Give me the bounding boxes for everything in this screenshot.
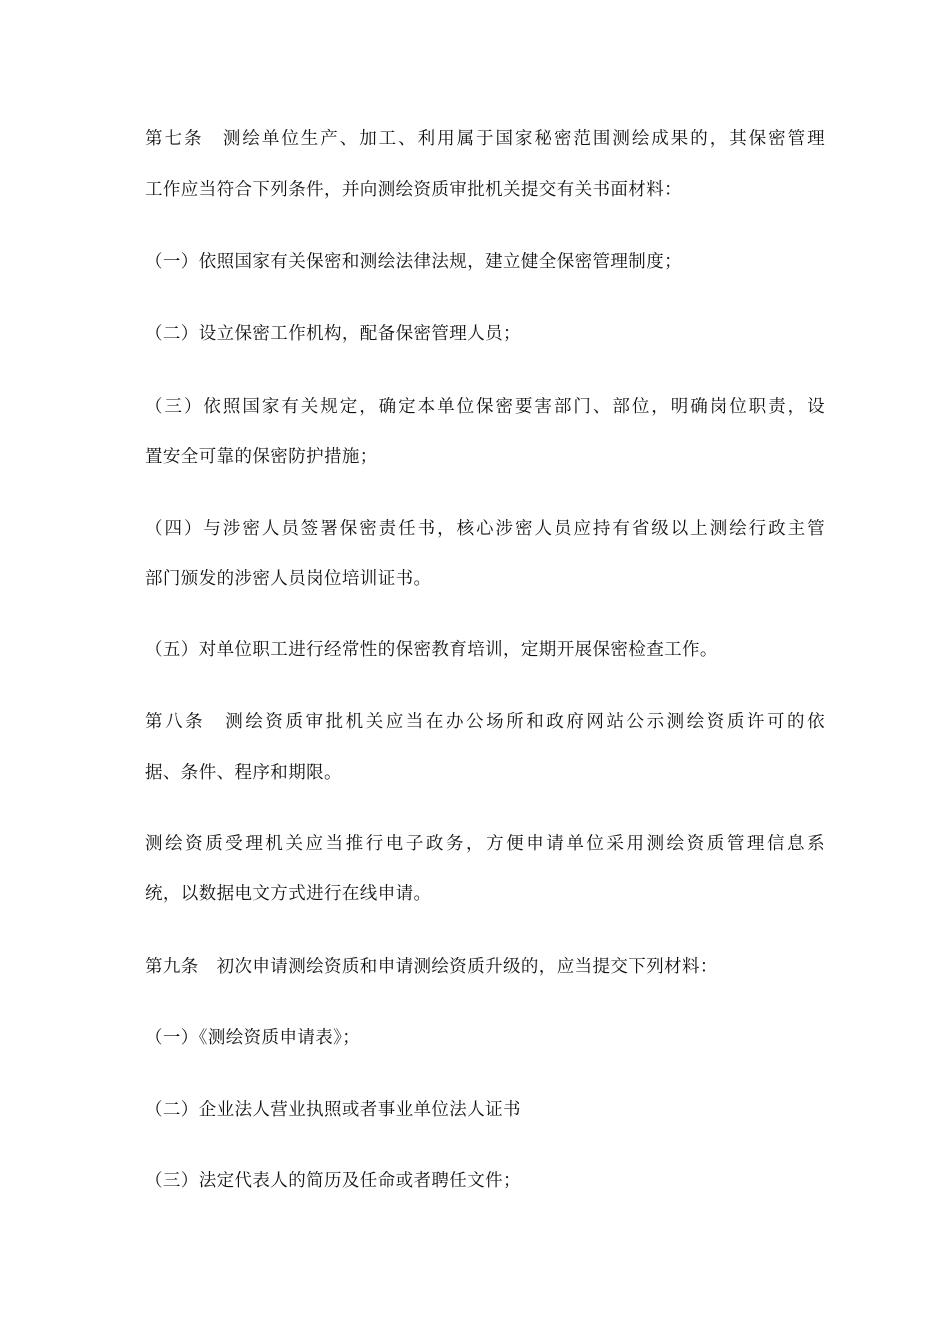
article-9-item-1: （一）《测绘资质申请表》； [145,1028,361,1048]
article-8-line-1: 第八条 测绘资质审批机关应当在办公场所和政府网站公示测绘资质许可的依 [145,712,825,732]
clause-5: （五）对单位职工进行经常性的保密教育培训，定期开展保密检查工作。 [145,640,718,660]
article-8-line-2: 据、条件、程序和期限。 [145,763,342,783]
article-9-item-3: （三）法定代表人的简历及任命或者聘任文件； [145,1171,521,1191]
clause-3-line-1: （三）依照国家有关规定，确定本单位保密要害部门、部位，明确岗位职责，设 [145,397,825,417]
article-9-item-2: （二）企业法人营业执照或者事业单位法人证书 [145,1100,521,1120]
clause-4-line-2: 部门颁发的涉密人员岗位培训证书。 [145,569,432,589]
article-8-para-2-line-2: 统，以数据电文方式进行在线申请。 [145,884,432,904]
article-8-para-2-line-1: 测绘资质受理机关应当推行电子政务，方便申请单位采用测绘资质管理信息系 [145,834,825,854]
article-7-line-2: 工作应当符合下列条件，并向测绘资质审批机关提交有关书面材料： [145,180,682,200]
clause-2: （二）设立保密工作机构，配备保密管理人员； [145,324,521,344]
article-9: 第九条 初次申请测绘资质和申请测绘资质升级的，应当提交下列材料： [145,957,718,977]
clause-3-line-2: 置安全可靠的保密防护措施； [145,447,378,467]
clause-1: （一）依照国家有关保密和测绘法律法规，建立健全保密管理制度； [145,252,682,272]
clause-4-line-1: （四）与涉密人员签署保密责任书，核心涉密人员应持有省级以上测绘行政主管 [145,519,825,539]
article-7-line-1: 第七条 测绘单位生产、加工、利用属于国家秘密范围测绘成果的，其保密管理 [145,129,825,149]
